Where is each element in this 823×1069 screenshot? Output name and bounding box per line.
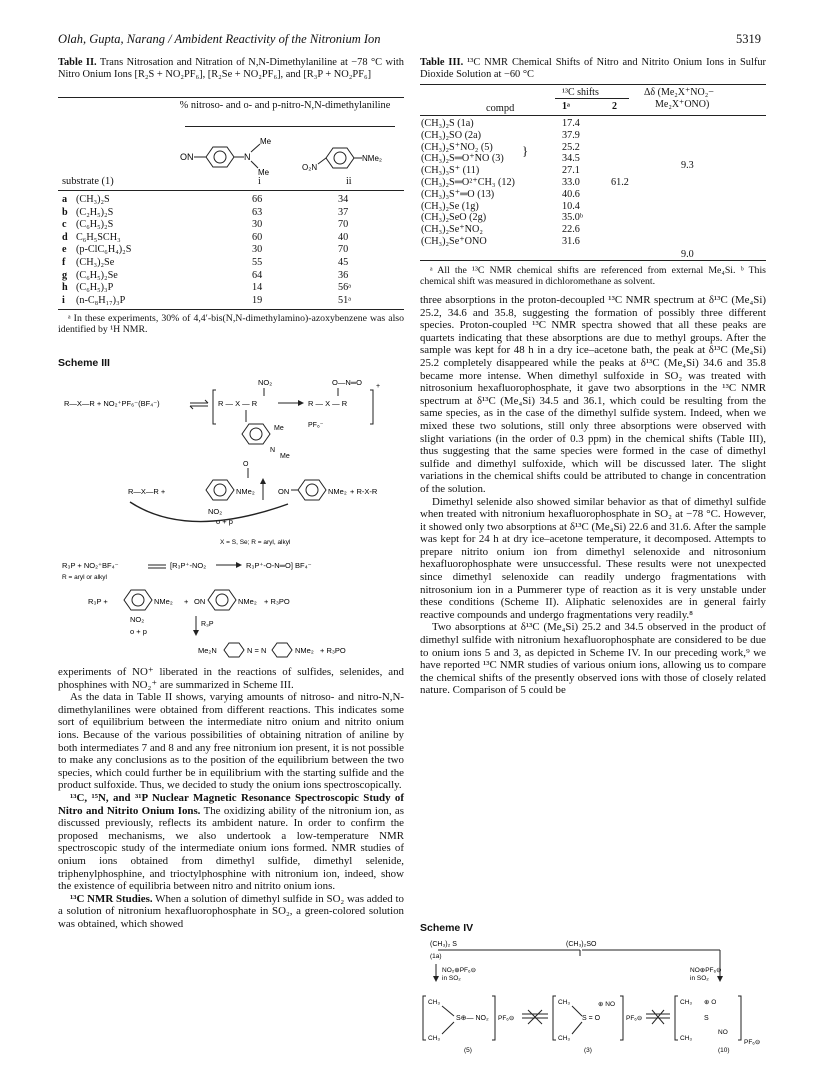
row-label: f bbox=[62, 256, 66, 268]
table-row bbox=[62, 232, 382, 245]
svg-text:PF₆⊖: PF₆⊖ bbox=[744, 1039, 761, 1046]
table-3-top-rule bbox=[420, 84, 766, 85]
paragraph: Two absorptions at δ¹³C (Me₄Si) 25.2 and 34.5 observed in the product of dimethyl sulfide with nitronium hexafluorophosphate are considered to be due to onium ions 5 and 3, as depicted in Scheme IV. In our preceding work,⁹ we have reported ¹³C NMR studies of various onium ions, allowing us to compare the chemical shifts of the presently observed ions with those of closely related nature. Comparison of 5 could be bbox=[420, 621, 766, 697]
section-heading: ¹³C, ¹⁵N, and ³¹P Nuclear Magnetic Resonance Spectroscopic Study of Nitro and Nitrito Onium Ions. bbox=[58, 791, 404, 817]
substrate-name: (n-C₈H₁₇)₃P bbox=[76, 294, 126, 306]
svg-text:⊕ NO: ⊕ NO bbox=[598, 1001, 616, 1008]
table-3-footnote: ᵃ All the ¹³C NMR chemical shifts are referenced from external Me₄Si. ᵇ This chemical shift was measured in dichloromethane as solvent. bbox=[420, 265, 766, 288]
nitroso-dimethylaniline-structure bbox=[178, 130, 288, 180]
svg-text:R—X—R +: R—X—R + bbox=[128, 487, 166, 496]
substrate-header: substrate (1) bbox=[62, 176, 114, 187]
substrate-name: C₆H₅SCH₃ bbox=[76, 231, 121, 243]
svg-text:Me: Me bbox=[274, 425, 284, 432]
svg-text:R — X — R: R — X — R bbox=[218, 399, 258, 408]
svg-text:R₃P + NO₂⁺BF₄⁻: R₃P + NO₂⁺BF₄⁻ bbox=[62, 561, 119, 570]
col-1-header: 1ᵃ bbox=[562, 101, 570, 112]
shift-1: 31.6 bbox=[562, 235, 580, 247]
shift-1: 17.4 bbox=[562, 118, 580, 129]
svg-text:CH₃: CH₃ bbox=[428, 1035, 441, 1042]
svg-text:NMe₂: NMe₂ bbox=[238, 597, 257, 606]
compd-name: (CH₃)₂SO (2a) bbox=[421, 129, 482, 141]
table-row bbox=[62, 219, 382, 232]
svg-text:NMe₂: NMe₂ bbox=[236, 487, 255, 496]
scheme-4-diagram bbox=[420, 936, 766, 1056]
svg-text:NMe₂: NMe₂ bbox=[295, 646, 314, 655]
svg-text:NMe₂: NMe₂ bbox=[328, 487, 347, 496]
value-ii: 70 bbox=[338, 219, 349, 231]
svg-text:PF₆⊖: PF₆⊖ bbox=[626, 1015, 643, 1022]
row-label: i bbox=[62, 294, 65, 306]
shift-2 bbox=[611, 142, 629, 154]
substrate-name: (C₂H₅)₂S bbox=[76, 206, 114, 218]
compd-name: (CH₃)₂Se⁺ONO bbox=[421, 235, 487, 247]
table-2-mid-rule bbox=[58, 190, 404, 191]
shift-1: 33.0 bbox=[562, 176, 580, 188]
svg-text:Me: Me bbox=[260, 137, 272, 146]
svg-text:(CH₃)₂ S: (CH₃)₂ S bbox=[430, 941, 457, 948]
row-label: g bbox=[62, 269, 68, 281]
col-ii-label: ii bbox=[346, 176, 352, 187]
table-2-col-rule bbox=[185, 126, 395, 127]
table-row bbox=[62, 194, 382, 207]
scheme3-eq1-left: R—X—R + NO₂⁺PF₆⁻(BF₄⁻) bbox=[64, 399, 160, 408]
svg-text:CH₃: CH₃ bbox=[680, 999, 693, 1006]
left-body-text bbox=[58, 666, 404, 930]
row-label: d bbox=[62, 231, 68, 243]
delta-header: Δδ (Me₂X⁺NO₂− bbox=[644, 87, 714, 98]
shift-1: 25.2 bbox=[562, 141, 580, 153]
value-ii: 40 bbox=[338, 231, 349, 243]
svg-text:S⊕— NO₂: S⊕— NO₂ bbox=[456, 1015, 489, 1022]
table-row bbox=[62, 295, 382, 308]
svg-text:Me₂N: Me₂N bbox=[198, 646, 217, 655]
svg-text:(1a): (1a) bbox=[430, 953, 442, 960]
svg-text:+ R₃PO: + R₃PO bbox=[264, 597, 290, 606]
svg-text:R — X — R: R — X — R bbox=[308, 399, 348, 408]
table-row bbox=[62, 257, 382, 270]
svg-text:CH₃: CH₃ bbox=[558, 1035, 571, 1042]
value-ii: 56ᵃ bbox=[338, 282, 351, 294]
scheme-3-diagram bbox=[58, 372, 404, 642]
row-label: e bbox=[62, 244, 67, 256]
svg-text:R = aryl or alkyl: R = aryl or alkyl bbox=[62, 574, 107, 581]
paragraph: ¹³C, ¹⁵N, and ³¹P Nuclear Magnetic Resonance Spectroscopic Study of Nitro and Nitrito Onium Ions. The oxidizing ability of the nitronium ion, as discussed previously, reflects its ambident nature. In order to confirm the proposed mechanisms, we also undertook a low-temperature NMR spectroscopic study of the intermediate onium ions formed. NMR studies of onium ions obtained from dimethyl sulfide, dimethyl selenide, triphenylphosphine, and trioctylphosphine with nitronium ion, indeed, show the existence of equilibria between nitro and nitrito onium ions. bbox=[58, 791, 404, 893]
shift-2 bbox=[611, 201, 629, 213]
table-row bbox=[62, 207, 382, 220]
row-label: a bbox=[62, 194, 68, 205]
svg-text:ON: ON bbox=[278, 487, 290, 496]
subsection-heading: ¹³C NMR Studies. bbox=[70, 892, 153, 905]
shift-1: 34.5 bbox=[562, 153, 580, 165]
row-label: h bbox=[62, 282, 68, 294]
svg-text:NO₂⊕PF₆⊖: NO₂⊕PF₆⊖ bbox=[442, 967, 477, 974]
substrate-name: (CH₃)₂S bbox=[76, 194, 110, 205]
shift-2 bbox=[611, 165, 629, 177]
azoxy-product bbox=[58, 642, 404, 658]
value-ii: 51ᵃ bbox=[338, 294, 351, 306]
shift-1: 10.4 bbox=[562, 200, 580, 212]
table-row bbox=[421, 201, 629, 213]
table-row bbox=[421, 224, 629, 236]
paragraph: As the data in Table II shows, varying amounts of nitroso- and nitro-N,N-dimethylanilines were obtained from different reactions. This indicates some sort of equilibrium between the intermediate nitro onium and nitrito onium ions. Because of the various possibilities of obtaining nitration of aniline by both intermediates 7 and 8 and any free nitronium ion present, it is not possible to make any conclusions as to the position of the equilibrium between the two species, which could further be in equilibrium with the starting sulfide and the product sulfoxide. Thus, we decided to study the onium ions spectroscopically. bbox=[58, 691, 404, 792]
compd-name: (CH₃)₂S (1a) bbox=[421, 118, 474, 129]
svg-text:ON: ON bbox=[194, 597, 206, 606]
table-row bbox=[62, 282, 382, 295]
shift-1: 27.1 bbox=[562, 165, 580, 177]
svg-text:PF₆⁻: PF₆⁻ bbox=[308, 422, 324, 429]
delta-header-2: Me₂X⁺ONO) bbox=[655, 99, 710, 110]
value-i: 63 bbox=[252, 206, 263, 218]
svg-text:NMe₂: NMe₂ bbox=[362, 154, 382, 163]
page-number: 5319 bbox=[736, 32, 761, 46]
value-ii: 70 bbox=[338, 244, 349, 256]
svg-text:NO: NO bbox=[718, 1029, 728, 1036]
shift-2 bbox=[611, 189, 629, 201]
compd-name: (CH₃)₂S═O²⁺CH₃ (12) bbox=[421, 176, 515, 188]
table-row bbox=[421, 165, 629, 177]
table-2-col-header: % nitroso- and o- and p-nitro-N,N-dimethylaniline bbox=[179, 100, 391, 111]
table-row bbox=[421, 189, 629, 201]
svg-text:NO⊕PF₆⊖: NO⊕PF₆⊖ bbox=[690, 967, 722, 974]
shift-2 bbox=[611, 118, 629, 130]
scheme-4-title: Scheme IV bbox=[420, 922, 474, 934]
table-3-mid-rule bbox=[420, 115, 766, 116]
row-label: b bbox=[62, 206, 68, 218]
table-2-body bbox=[62, 194, 382, 307]
table-3 bbox=[420, 57, 766, 80]
svg-text:Me: Me bbox=[258, 168, 270, 177]
shift-1: 35.0ᵇ bbox=[562, 212, 583, 224]
svg-text:CH₃: CH₃ bbox=[428, 999, 441, 1006]
svg-text:R₃P +: R₃P + bbox=[88, 597, 108, 606]
table-row bbox=[62, 244, 382, 257]
compd-name: (CH₃)₂S⁺NO₂ (5) bbox=[421, 141, 493, 153]
svg-text:O: O bbox=[243, 461, 249, 468]
value-ii: 36 bbox=[338, 269, 349, 281]
substrate-name: (CH₃)₂Se bbox=[76, 256, 115, 268]
svg-text:+ R-X-R: + R-X-R bbox=[350, 487, 378, 496]
value-i: 19 bbox=[252, 294, 263, 306]
table-3-caption: Table III. ¹³C NMR Chemical Shifts of Nitro and Nitrito Onium Ions in Sulfur Dioxide Solution at −60 °C bbox=[420, 57, 766, 80]
compd-name: (CH₃)₂Se (1g) bbox=[421, 200, 479, 212]
paragraph: Dimethyl selenide also showed similar behavior as that of dimethyl sulfide when treated with nitronium hexafluorophosphate in SO₂ at −78 °C. However, it showed only two absorptions at δ¹³C (Me₄Si) 22.6 and 31.6. After the sample was kept for 24 h at dry ice–acetone temperature, it decomposed. Attempts to prepare nitrito onium ion from dimethyl selenoxide and nitrosonium hexafluorophosphate were unsuccessful. These results were not unexpected since dimethyl selenoxide can readily undergo fragmentations with nitrosonium ion in a Pummerer type of reaction as it is very unstable under these conditions (Scheme II). Aliphatic selenoxides are in general fairly reactive compounds and undergo fragmentations very readily.⁸ bbox=[420, 495, 766, 621]
table-2-caption: Table II. Trans Nitrosation and Nitration of N,N-Dimethylaniline at −78 °C with Nitro Onium Ions [R₂S + NO₂PF₆], [R₂Se + NO₂PF₆], and [R₃P + NO₂PF₆] bbox=[58, 57, 404, 80]
shift-1: 40.6 bbox=[562, 188, 580, 200]
nitro-dimethylaniline-structure bbox=[300, 140, 410, 180]
svg-text:+: + bbox=[184, 597, 189, 606]
table-row bbox=[421, 236, 629, 248]
value-i: 55 bbox=[252, 256, 263, 268]
svg-text:N: N bbox=[270, 447, 276, 454]
svg-text:X = S, Se; R = aryl, alkyl: X = S, Se; R = aryl, alkyl bbox=[220, 539, 291, 546]
paragraph: three absorptions in the proton-decoupled ¹³C NMR spectrum at δ¹³C (Me₄Si) 25.2, 34.6 and 35.8, suggesting the formation of possibly three different species. Proton-coupled ¹³C NMR spectra showed that all these peaks are quartets indicating that these absorptions are due to methyl groups. After the sample was kept for 48 h in a dry ice–acetone bath, the peak at δ¹³C (Me₄Si) 25.2 completely disappeared while the peaks at δ¹³C (Me₄Si) 34.6 and 35.8 became more intense. When dimethyl sulfoxide in SO₂ was treated with nitrosonium hexafluorophosphate, it gave two absorptions in the ¹³C NMR spectrum at δ¹³C (Me₄Si) 34.5 and 36.1, which could be resulting from the same species, as in the case of the dimethyl sulfide system. Indeed, when we mixed these two solutions, still only three absorptions were observed with slight variations (in the order of 0.3 ppm) in the chemical shifts (Table III), thus suggesting that the same species were formed in the case of dimethyl sulfide and dimethyl sulfoxide, which will be discussed later. The slight variations in the chemical shifts could be attributed to change in concentration of the solution. bbox=[420, 294, 766, 495]
shift-2 bbox=[611, 153, 629, 165]
svg-text:Me: Me bbox=[280, 453, 290, 460]
table-3-body bbox=[421, 118, 629, 248]
svg-text:CH₃: CH₃ bbox=[680, 1035, 693, 1042]
shifts-header: ¹³C shifts bbox=[562, 87, 599, 98]
svg-text:(5): (5) bbox=[464, 1047, 472, 1054]
svg-text:(3): (3) bbox=[584, 1047, 592, 1054]
svg-text:NO₂: NO₂ bbox=[130, 615, 145, 624]
shift-2: 61.2 bbox=[611, 176, 629, 188]
table-row bbox=[421, 118, 629, 130]
value-ii: 45 bbox=[338, 256, 349, 268]
table-2-top-rule bbox=[58, 97, 404, 98]
delta-value-1: 9.3 bbox=[681, 160, 694, 171]
svg-text:N: N bbox=[244, 152, 251, 162]
shift-2 bbox=[611, 236, 629, 248]
svg-text:O—N═O: O—N═O bbox=[332, 378, 362, 387]
paragraph: ¹³C NMR Studies. When a solution of dimethyl sulfide in SO₂ was added to a solution of nitronium hexafluorophosphate in SO₂, a green-colored solution was obtained, which showed bbox=[58, 892, 404, 930]
compd-name: (CH₃)₂Se⁺NO₂ bbox=[421, 224, 483, 236]
shift-1: 22.6 bbox=[562, 224, 580, 236]
value-i: 30 bbox=[252, 244, 263, 256]
substrate-name: (C₆H₅)₂S bbox=[76, 219, 114, 231]
svg-text:O₂N: O₂N bbox=[302, 163, 318, 172]
shift-2 bbox=[611, 212, 629, 224]
svg-text:R₃P: R₃P bbox=[201, 621, 214, 628]
svg-text:+ R₃PO: + R₃PO bbox=[320, 646, 346, 655]
compd-header: compd bbox=[486, 103, 515, 114]
value-i: 14 bbox=[252, 282, 263, 294]
brace: } bbox=[522, 143, 529, 158]
svg-text:S = O: S = O bbox=[582, 1015, 601, 1022]
shifts-rule bbox=[555, 98, 629, 99]
value-i: 60 bbox=[252, 231, 263, 243]
svg-text:o + p: o + p bbox=[130, 627, 147, 636]
value-i: 30 bbox=[252, 219, 263, 231]
table-2 bbox=[58, 57, 404, 80]
svg-text:[R₃P⁺-NO₂: [R₃P⁺-NO₂ bbox=[170, 561, 207, 570]
delta-value-2: 9.0 bbox=[681, 249, 694, 260]
svg-text:(10): (10) bbox=[718, 1047, 730, 1054]
scheme-3-title: Scheme III bbox=[58, 357, 110, 369]
compd-name: (CH₃)₂SeO (2g) bbox=[421, 212, 487, 224]
value-i: 66 bbox=[252, 194, 263, 205]
substrate-name: (C₆H₅)₃P bbox=[76, 282, 114, 294]
running-header: Olah, Gupta, Narang / Ambident Reactivity of the Nitronium Ion bbox=[58, 32, 381, 46]
compd-name: (CH₃)₃S⁺ (11) bbox=[421, 165, 480, 177]
svg-text:o + p: o + p bbox=[216, 517, 233, 526]
svg-text:(CH₃)₂SO: (CH₃)₂SO bbox=[566, 941, 597, 948]
svg-text:in SO₂: in SO₂ bbox=[442, 975, 461, 982]
svg-text:NO₂: NO₂ bbox=[258, 378, 273, 387]
svg-text:NMe₂: NMe₂ bbox=[154, 597, 173, 606]
svg-text:NO₂: NO₂ bbox=[208, 507, 223, 516]
svg-text:N = N: N = N bbox=[247, 646, 267, 655]
shift-2 bbox=[611, 224, 629, 236]
value-ii: 37 bbox=[338, 206, 349, 218]
table-row bbox=[62, 270, 382, 283]
paragraph: experiments of NO⁺ liberated in the reactions of sulfides, selenides, and phosphines with NO₂⁺ are summarized in Scheme III. bbox=[58, 666, 404, 691]
svg-text:R₃P⁺-O-N═O] BF₄⁻: R₃P⁺-O-N═O] BF₄⁻ bbox=[246, 561, 312, 570]
table-3-bottom-rule bbox=[420, 260, 766, 261]
value-ii: 34 bbox=[338, 194, 349, 205]
svg-text:in SO₂: in SO₂ bbox=[690, 975, 709, 982]
table-2-footnote: ᵃ In these experiments, 30% of 4,4′-bis(N,N-dimethylamino)-azoxybenzene was also identified by ¹H NMR. bbox=[58, 313, 404, 336]
svg-text:PF₆⊖: PF₆⊖ bbox=[498, 1015, 515, 1022]
svg-text:ON: ON bbox=[180, 152, 194, 162]
compd-name: (CH₃)₂S═O⁺NO (3) bbox=[421, 153, 504, 165]
row-label: c bbox=[62, 219, 67, 231]
shift-2 bbox=[611, 130, 629, 142]
svg-text:S: S bbox=[704, 1015, 709, 1022]
substrate-name: (C₆H₅)₂Se bbox=[76, 269, 118, 281]
svg-text:CH₃: CH₃ bbox=[558, 999, 571, 1006]
value-i: 64 bbox=[252, 269, 263, 281]
table-2-bottom-rule bbox=[58, 309, 404, 310]
shift-1: 37.9 bbox=[562, 129, 580, 141]
compd-name: (CH₃)₃S⁺═O (13) bbox=[421, 188, 495, 200]
table-row bbox=[421, 212, 629, 224]
col-2-header: 2 bbox=[612, 101, 617, 112]
table-row bbox=[421, 177, 629, 189]
svg-text:+: + bbox=[376, 383, 381, 390]
col-i-label: i bbox=[258, 176, 261, 187]
right-body-text bbox=[420, 294, 766, 697]
svg-text:⊕ O: ⊕ O bbox=[704, 999, 717, 1006]
substrate-name: (p-ClC₆H₄)₂S bbox=[76, 244, 132, 256]
